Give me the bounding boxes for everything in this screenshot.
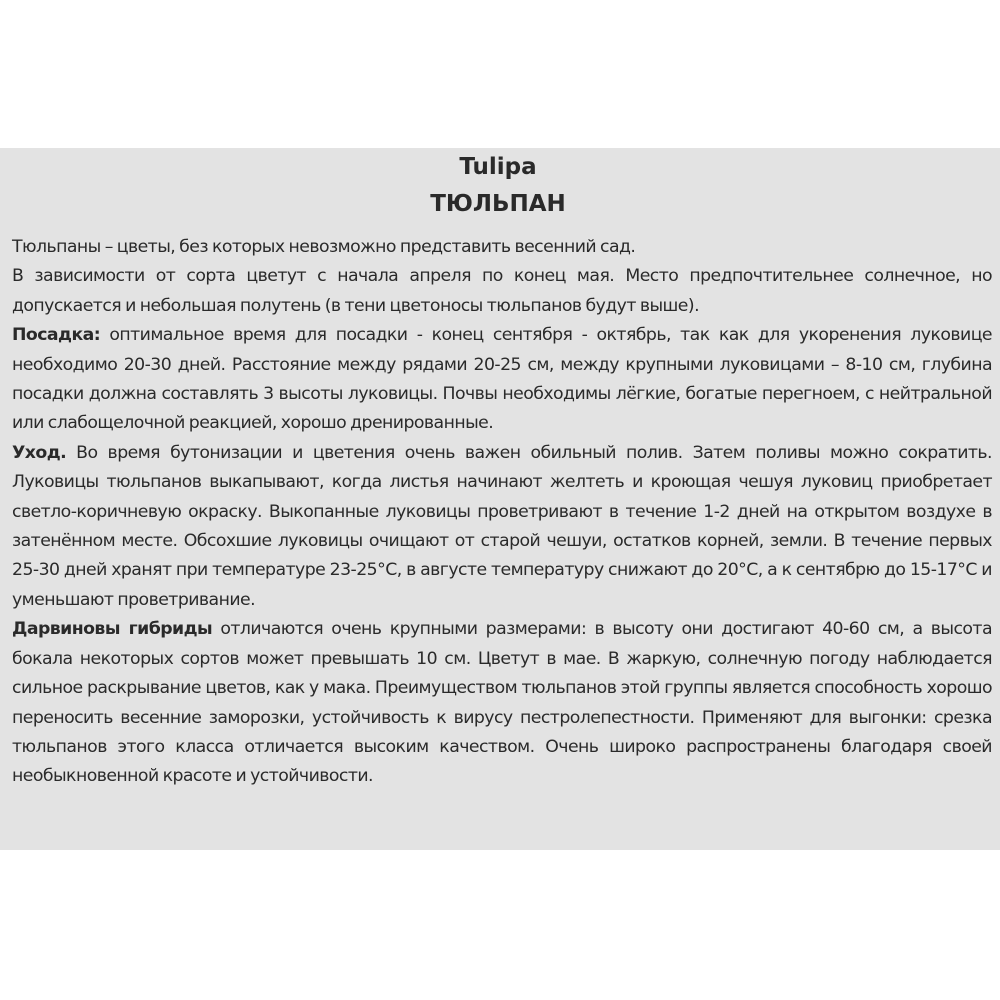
bloom-paragraph [12, 262, 992, 321]
latin-title: Tulipa [459, 154, 537, 180]
paragraph-text: оптимальное время для посадки - конец сентября - октябрь, так как для укоренения луковице необходимо 20-30 дней. Расстояние между рядами 20-25 см, между крупными луковицами – 8-10 см, глубина посадки должна составлять 3 высоты луковицы. Почвы необходимы лёгкие, богатые перегноем, с нейтральной или слабощелочной реакцией, хорошо дренированные. [12, 325, 992, 434]
planting-term: Посадка: [12, 325, 101, 346]
page-title: ТЮЛЬПАН [430, 191, 566, 217]
darwin-hybrids-paragraph [12, 615, 992, 791]
description-body [12, 233, 992, 792]
label-card [0, 148, 1000, 850]
darwin-hybrids-term: Дарвиновы гибриды [12, 619, 213, 640]
paragraph-text: Тюльпаны – цветы, без которых невозможно представить весенний сад. [12, 237, 636, 257]
intro-paragraph [12, 233, 992, 262]
care-term: Уход. [12, 442, 67, 463]
paragraph-text: В зависимости от сорта цветут с начала апреля по конец мая. Место предпочтительнее солнечное, но допускается и небольшая полутень (в тени цветоносы тюльпанов будут выше). [12, 266, 992, 316]
paragraph-text: отличаются очень крупными размерами: в высоту они достигают 40-60 см, а высота бокала некоторых сортов может превышать 10 см. Цветут в мае. В жаркую, солнечную погоду наблюдается сильное раскрывание цветов, как у мака. Преимуществом тюльпанов этой группы является способность хорошо переносить весенние заморозки, устойчивость к вирусу пестролепестности. Применяют для выгонки: срезка тюльпанов этого класса отличается высоким качеством. Очень широко распространены благодаря своей необыкновенной красоте и устойчивости. [12, 619, 992, 787]
paragraph-text: Во время бутонизации и цветения очень важен обильный полив. Затем поливы можно сократить. Луковицы тюльпанов выкапывают, когда листья начинают желтеть и кроющая чешуя луковиц приобретает светло-коричневую окраску. Выкопанные луковицы проветривают в течение 1-2 дней на открытом воздухе в затенённом месте. Обсохшие луковицы очищают от старой чешуи, остатков корней, земли. В течение первых 25-30 дней хранят при температуре 23-25°С, в августе температуру снижают до 20°С, а к сентябрю до 15-17°С и уменьшают проветривание. [12, 442, 992, 610]
planting-paragraph [12, 321, 992, 439]
care-paragraph [12, 439, 992, 615]
